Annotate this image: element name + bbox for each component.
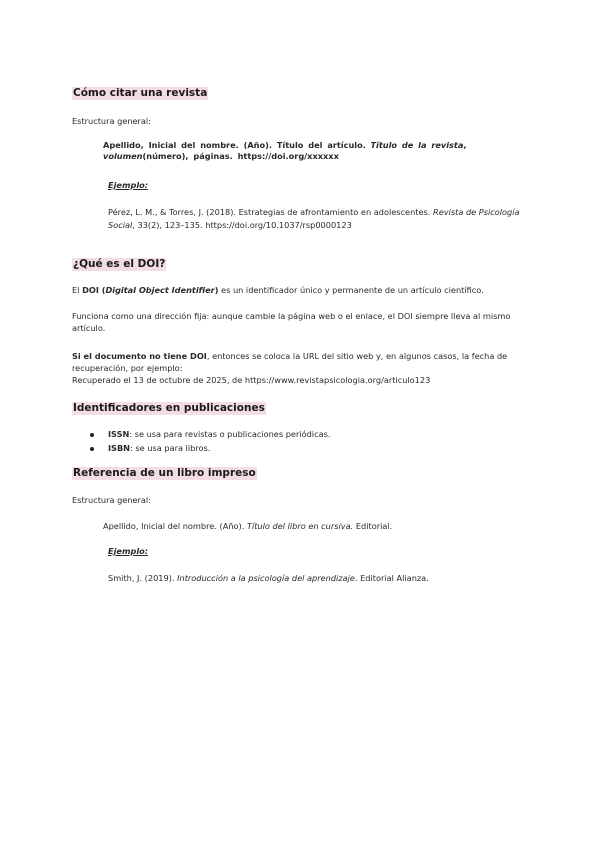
format-rest: (número), páginas. https://doi.org/xxxxxx (142, 151, 339, 161)
bullet-icon (90, 433, 94, 437)
bullet-icon (90, 447, 94, 451)
list-item-isbn (108, 443, 210, 454)
isbn-term: ISBN (108, 443, 131, 453)
structure-label: Estructura general: (72, 116, 151, 126)
book-format-publisher: Editorial. (353, 521, 393, 531)
format-journal-title: Título de la revista (370, 140, 464, 150)
example-journal: Revista de Psicología Social (108, 207, 520, 230)
example-label: Ejemplo: (108, 546, 149, 556)
journal-format (103, 140, 527, 162)
heading-identifiers: Identificadores en publicaciones (73, 402, 265, 414)
book-format (103, 521, 392, 532)
journal-example (108, 206, 528, 232)
book-format-title: Título del libro en cursiva. (246, 521, 354, 531)
format-volume: volumen (103, 151, 143, 161)
doi-def-intro: El (72, 285, 83, 295)
example-details: , 33(2), 123–135. https://doi.org/10.1037/rsp0000123 (132, 220, 352, 230)
no-doi-paragraph (72, 350, 532, 386)
doi-expansion: Digital Object Identifier (105, 285, 215, 295)
doi-paren: ) (214, 285, 219, 295)
isbn-desc: : se usa para libros. (130, 443, 211, 453)
issn-term: ISSN (108, 429, 130, 439)
issn-desc: : se usa para revistas o publicaciones periódicas. (129, 429, 331, 439)
book-example-title: Introducción a la psicología del aprendizaje (177, 573, 355, 583)
doi-explanation: Funciona como una dirección fija: aunque cambie la página web o el enlace, el DOI siempre lleva al mismo artículo. (72, 311, 511, 333)
doi-acronym: DOI ( (82, 285, 106, 295)
heading-book-reference: Referencia de un libro impreso (73, 467, 256, 479)
heading-what-is-doi: ¿Qué es el DOI? (73, 258, 166, 270)
doi-def-rest: es un identificador único y permanente de un artículo científico. (218, 285, 484, 295)
format-comma: , (463, 140, 467, 150)
structure-label: Estructura general: (72, 495, 151, 505)
book-example (108, 573, 429, 584)
heading-how-to-cite-journal: Cómo citar una revista (73, 87, 208, 99)
example-authors: Pérez, L. M., & Torres, J. (2018). Estrategias de afrontamiento en adolescentes. (108, 207, 431, 217)
book-example-author: Smith, J. (2019). (108, 573, 175, 583)
example-label: Ejemplo: (108, 180, 149, 190)
list-item-issn (108, 429, 330, 440)
retrieval-example: Recuperado el 13 de octubre de 2025, de https://www.revistapsicologia.org/articulo123 (72, 375, 431, 385)
doi-definition (72, 285, 484, 296)
book-example-publisher: . Editorial Alianza. (354, 573, 429, 583)
book-format-authors: Apellido, Inicial del nombre. (Año). (103, 521, 245, 531)
format-part: Apellido, Inicial del nombre. (Año). Título del artículo. (103, 140, 366, 150)
no-doi-text: , entonces se coloca la URL del sitio web y, en algunos casos, la fecha de recuperación, por ejemplo: (72, 351, 508, 373)
no-doi-lead: Si el documento no tiene DOI (72, 351, 207, 361)
